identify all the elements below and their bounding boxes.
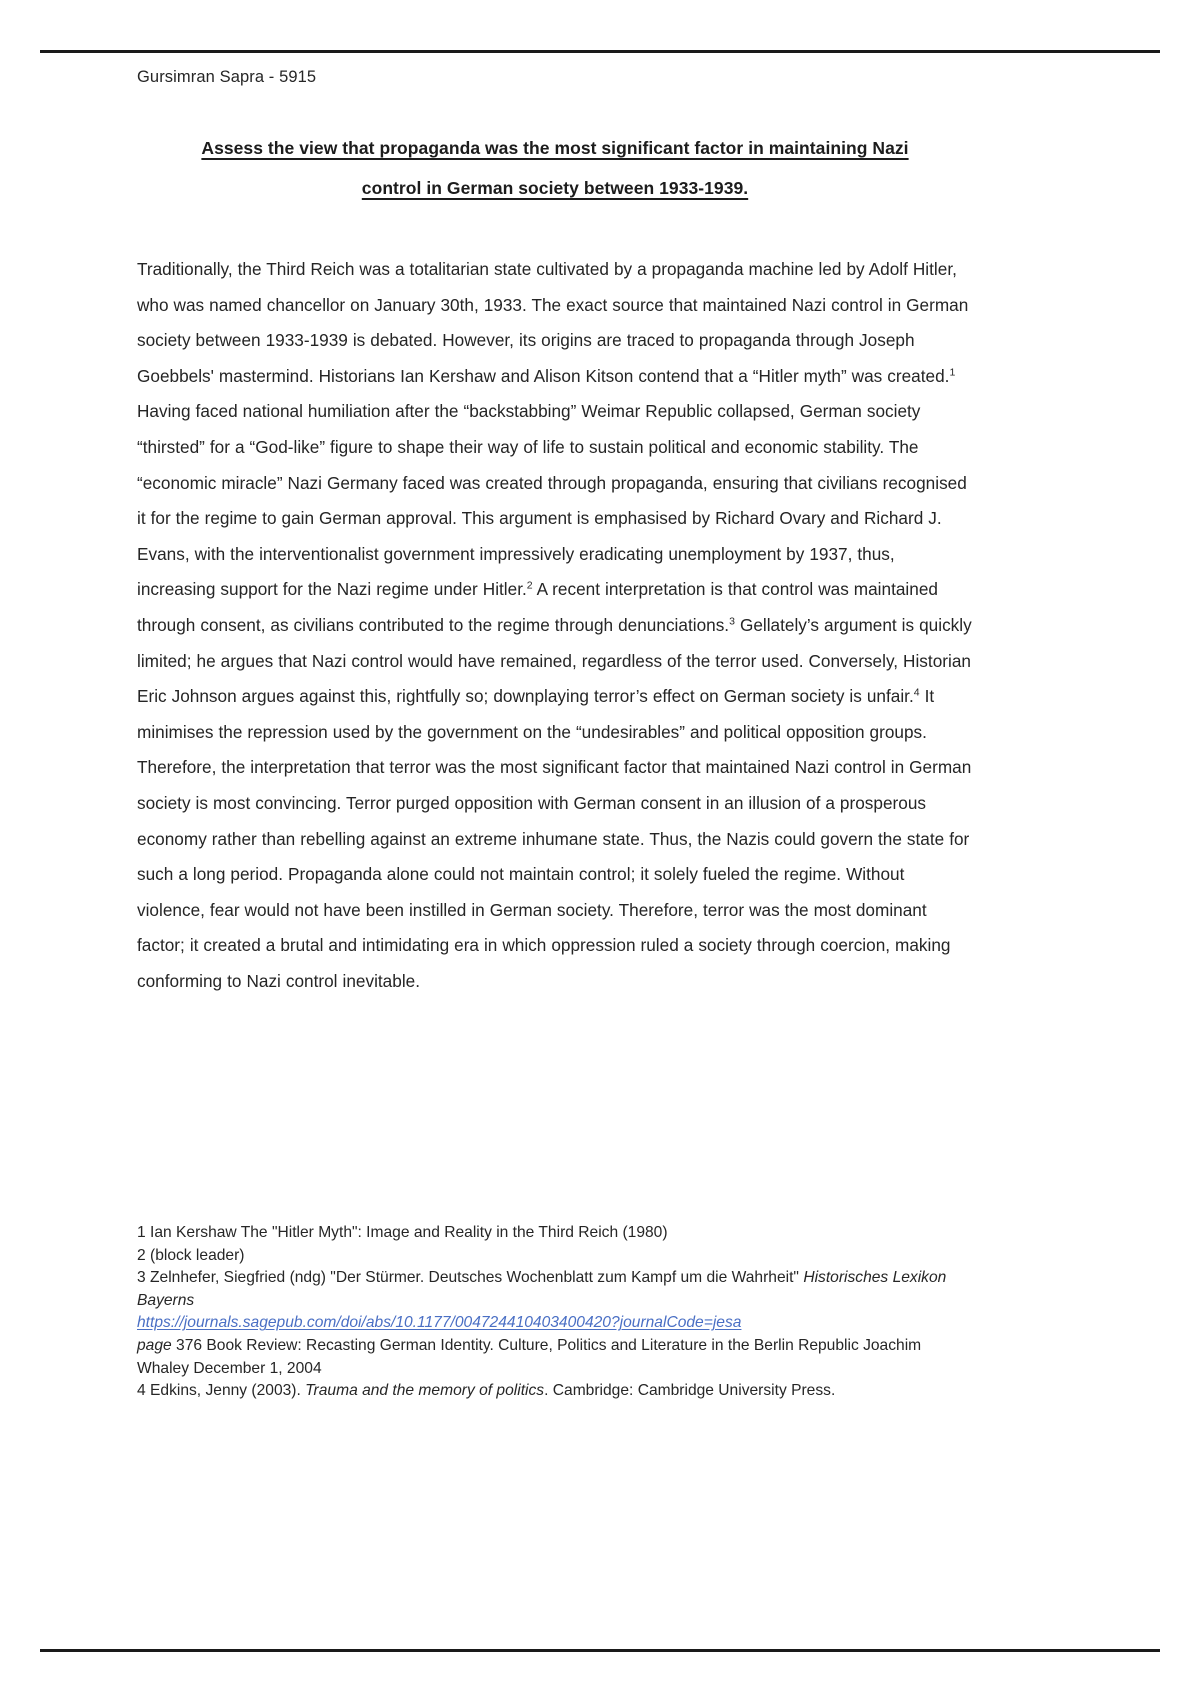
footnote-marker-3: 3 (729, 615, 735, 628)
body-segment-1: Traditionally, the Third Reich was a totalitarian state cultivated by a propaganda machine led by Adolf Hitler, who was named chancellor on January 30th, 1933. The exact source that maintained Nazi control in German society between 1933-1939 is debated. However, its origins are traced to propaganda through Joseph Goebbels' mastermind. Historians Ian Kershaw and Alison Kitson contend that a “Hitler myth” was created. (137, 259, 969, 386)
footnote-marker-2: 2 (526, 579, 533, 592)
body-segment-2: Having faced national humiliation after the “backstabbing” Weimar Republic collapsed, German society “thirsted” for a “God-like” figure to shape their way of life to sustain political and economic stability. The “economic miracle” Nazi Germany faced was created through propaganda, ensuring that civilians recognised it for the regime to gain German approval. This argument is emphasised by Richard Ovary and Richard J. Evans, with the interventionalist government impressively eradicating unemployment by 1937, thus, increasing support for the Nazi regime under Hitler. (137, 401, 967, 600)
document-content (137, 66, 973, 999)
footnote-3-url-link[interactable]: https://journals.sagepub.com/doi/abs/10.1177/004724410403400420?journalCode=jesa (137, 1314, 742, 1332)
essay-title (137, 128, 973, 208)
footnote-3 (137, 1267, 957, 1380)
body-segment-5: It minimises the repression used by the government on the “undesirables” and political opposition groups. Therefore, the interpretation that terror was the most significant factor that maintained Nazi control in German society is most convincing. Terror purged opposition with German consent in an illusion of a prosperous economy rather than rebelling against an extreme inhumane state. Thus, the Nazis could govern the state for such a long period. Propaganda alone could not maintain control; it solely fueled the regime. Without violence, fear would not have been instilled in German society. Therefore, terror was the most dominant factor; it created a brutal and intimidating era in which oppression ruled a society through coercion, making conforming to Nazi control inevitable. (137, 686, 972, 991)
essay-body-paragraph (137, 252, 973, 999)
footnote-marker-1: 1 (949, 366, 956, 379)
footnote-2: 2 (block leader) (137, 1246, 245, 1264)
page-top-rule (40, 50, 1160, 53)
essay-title-line-2: control in German society between 1933-1939. (361, 178, 749, 198)
footnote-4-book-title: Trauma and the memory of politics (305, 1382, 545, 1400)
footnote-3-page-label: page (137, 1336, 172, 1354)
footnotes-block (137, 1222, 957, 1403)
footnote-marker-4: 4 (913, 686, 920, 699)
body-segment-4: Gellately’s argument is quickly limited; he argues that Nazi control would have remained, regardless of the terror used. Conversely, Historian Eric Johnson argues against this, rightfully so; downplaying terror’s effect on German society is unfair. (137, 614, 972, 707)
footnote-4-author: 4 Edkins, Jenny (2003). (137, 1382, 306, 1400)
footnote-1: 1 Ian Kershaw The "Hitler Myth": Image and Reality in the Third Reich (1980) (137, 1224, 668, 1241)
student-name-header: Gursimran Sapra - 5915 (137, 68, 317, 86)
footnote-3-text: 3 Zelnhefer, Siegfried (ndg) "Der Stürmer. Deutsches Wochenblatt zum Kampf um die Wahrheit" (137, 1269, 804, 1287)
footnote-3-review-text: 376 Book Review: Recasting German Identity. Culture, Politics and Literature in the Berlin Republic Joachim Whaley December 1, 2004 (137, 1336, 922, 1377)
footnote-4-publisher: . Cambridge: Cambridge University Press. (544, 1382, 836, 1400)
body-segment-3: A recent interpretation is that control was maintained through consent, as civilians contributed to the regime through denunciations. (137, 579, 938, 635)
page-bottom-rule (40, 1649, 1160, 1652)
footnote-4 (137, 1380, 957, 1403)
footnote-3-source-title: Historisches Lexikon Bayerns (137, 1269, 947, 1309)
essay-title-line-1: Assess the view that propaganda was the most significant factor in maintaining Nazi (201, 138, 909, 158)
